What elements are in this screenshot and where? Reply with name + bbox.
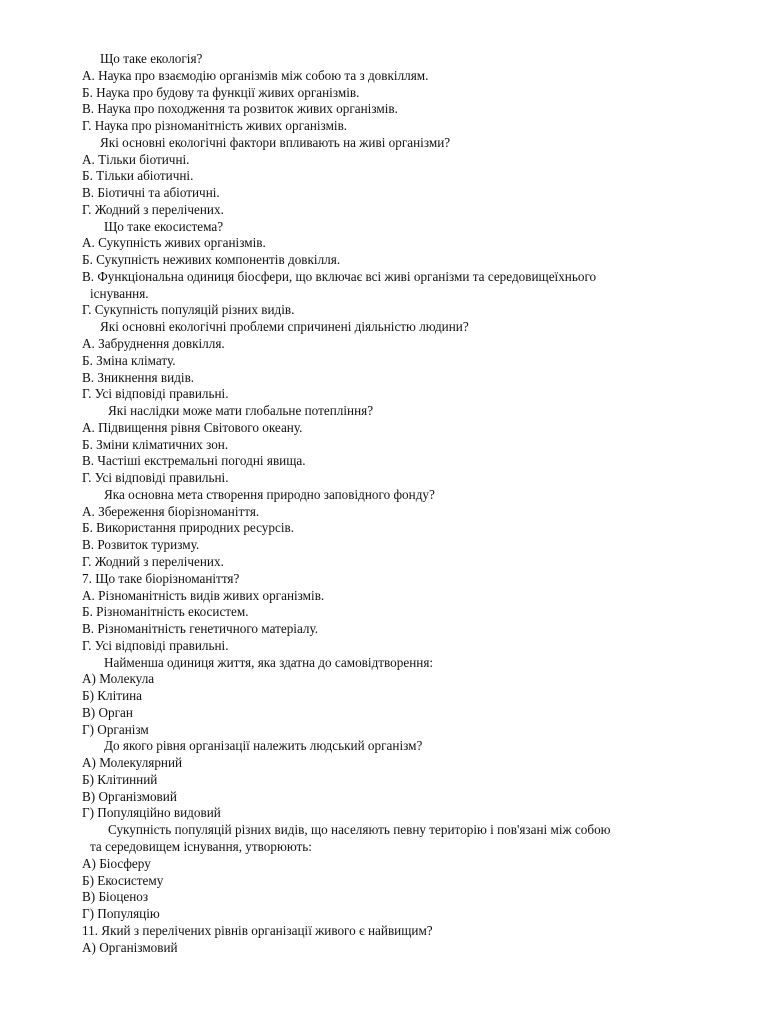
answer-option: Г. Усі відповіді правильні. [82, 386, 229, 402]
answer-option: Г) Популяцію [82, 906, 160, 922]
answer-option: В) Організмовий [82, 788, 177, 804]
question-text: До якого рівня організації належить людський організм? [104, 738, 423, 754]
answer-option: В) Біоценоз [82, 889, 149, 905]
question-text: Які основні екологічні фактори впливають на живі організми? [100, 134, 451, 150]
answer-option: В. Біотичні та абіотичні. [82, 185, 220, 201]
answer-option: Б) Клітинний [82, 771, 158, 787]
question-list [82, 51, 722, 956]
answer-option-continuation: існування. [90, 285, 149, 301]
answer-option: А) Біосферу [82, 855, 151, 871]
answer-option: Б. Тільки абіотичні. [82, 168, 194, 184]
answer-option: А) Молекулярний [82, 755, 183, 771]
question-text: Сукупність популяцій різних видів, що населяють певну територію і пов'язані між собою [108, 822, 611, 838]
question-text: 11. Який з перелічених рівнів організації живого є найвищим? [82, 922, 433, 938]
answer-option: В. Наука про походження та розвиток живих організмів. [82, 101, 398, 117]
answer-option: А. Збереження біорізноманіття. [82, 503, 260, 519]
question-text: Які основні екологічні проблеми спричинені діяльністю людини? [100, 319, 469, 335]
answer-option: А. Різноманітність видів живих організмів. [82, 587, 325, 603]
answer-option: Б) Екосистему [82, 872, 164, 888]
answer-option: Б. Зміни кліматичних зон. [82, 436, 229, 452]
answer-option: А) Молекула [82, 671, 155, 687]
question-text: 7. Що таке біорізноманіття? [82, 570, 240, 586]
answer-option: В. Зникнення видів. [82, 369, 195, 385]
answer-option: А. Наука про взаємодію організмів між собою та з довкіллям. [82, 67, 429, 83]
answer-option: Б. Використання природних ресурсів. [82, 520, 295, 536]
answer-option: А. Підвищення рівня Світового океану. [82, 419, 303, 435]
answer-option: А. Тільки біотичні. [82, 151, 190, 167]
question-text: Яка основна мета створення природно заповідного фонду? [104, 486, 435, 502]
answer-option: В. Розвиток туризму. [82, 537, 200, 553]
answer-option: В. Частіші екстремальні погодні явища. [82, 453, 306, 469]
answer-option: А. Сукупність живих організмів. [82, 235, 266, 251]
answer-option: Г) Організм [82, 721, 149, 737]
answer-option: Б. Зміна клімату. [82, 352, 176, 368]
answer-option: В. Функціональна одиниця біосфери, що включає всі живі організми та середовищеїхнього [82, 268, 597, 284]
answer-option: Г. Жодний з перелічених. [82, 553, 224, 569]
question-text-continuation: та середовищем існування, утворюють: [90, 838, 312, 854]
answer-option: Г. Усі відповіді правильні. [82, 470, 229, 486]
question-text: Що таке екосистема? [104, 218, 224, 234]
answer-option: А. Забруднення довкілля. [82, 336, 225, 352]
answer-option: Г. Жодний з перелічених. [82, 201, 224, 217]
question-text: Які наслідки може мати глобальне потепління? [108, 403, 374, 419]
answer-option: Г) Популяційно видовий [82, 805, 221, 821]
answer-option: Б. Різноманітність екосистем. [82, 604, 249, 620]
answer-option: В) Орган [82, 704, 133, 720]
answer-option: Г. Наука про різноманітність живих організмів. [82, 118, 348, 134]
answer-option: Б. Наука про будову та функції живих організмів. [82, 84, 360, 100]
answer-option: В. Різноманітність генетичного матеріалу. [82, 621, 319, 637]
answer-option: Б) Клітина [82, 688, 143, 704]
answer-option: Г. Сукупність популяцій різних видів. [82, 302, 295, 318]
answer-option: Г. Усі відповіді правильні. [82, 637, 229, 653]
question-text: Найменша одиниця життя, яка здатна до самовідтворення: [104, 654, 434, 670]
answer-option: А) Організмовий [82, 939, 178, 955]
answer-option: Б. Сукупність неживих компонентів довкілля. [82, 252, 341, 268]
question-text: Що таке екологія? [100, 51, 203, 66]
